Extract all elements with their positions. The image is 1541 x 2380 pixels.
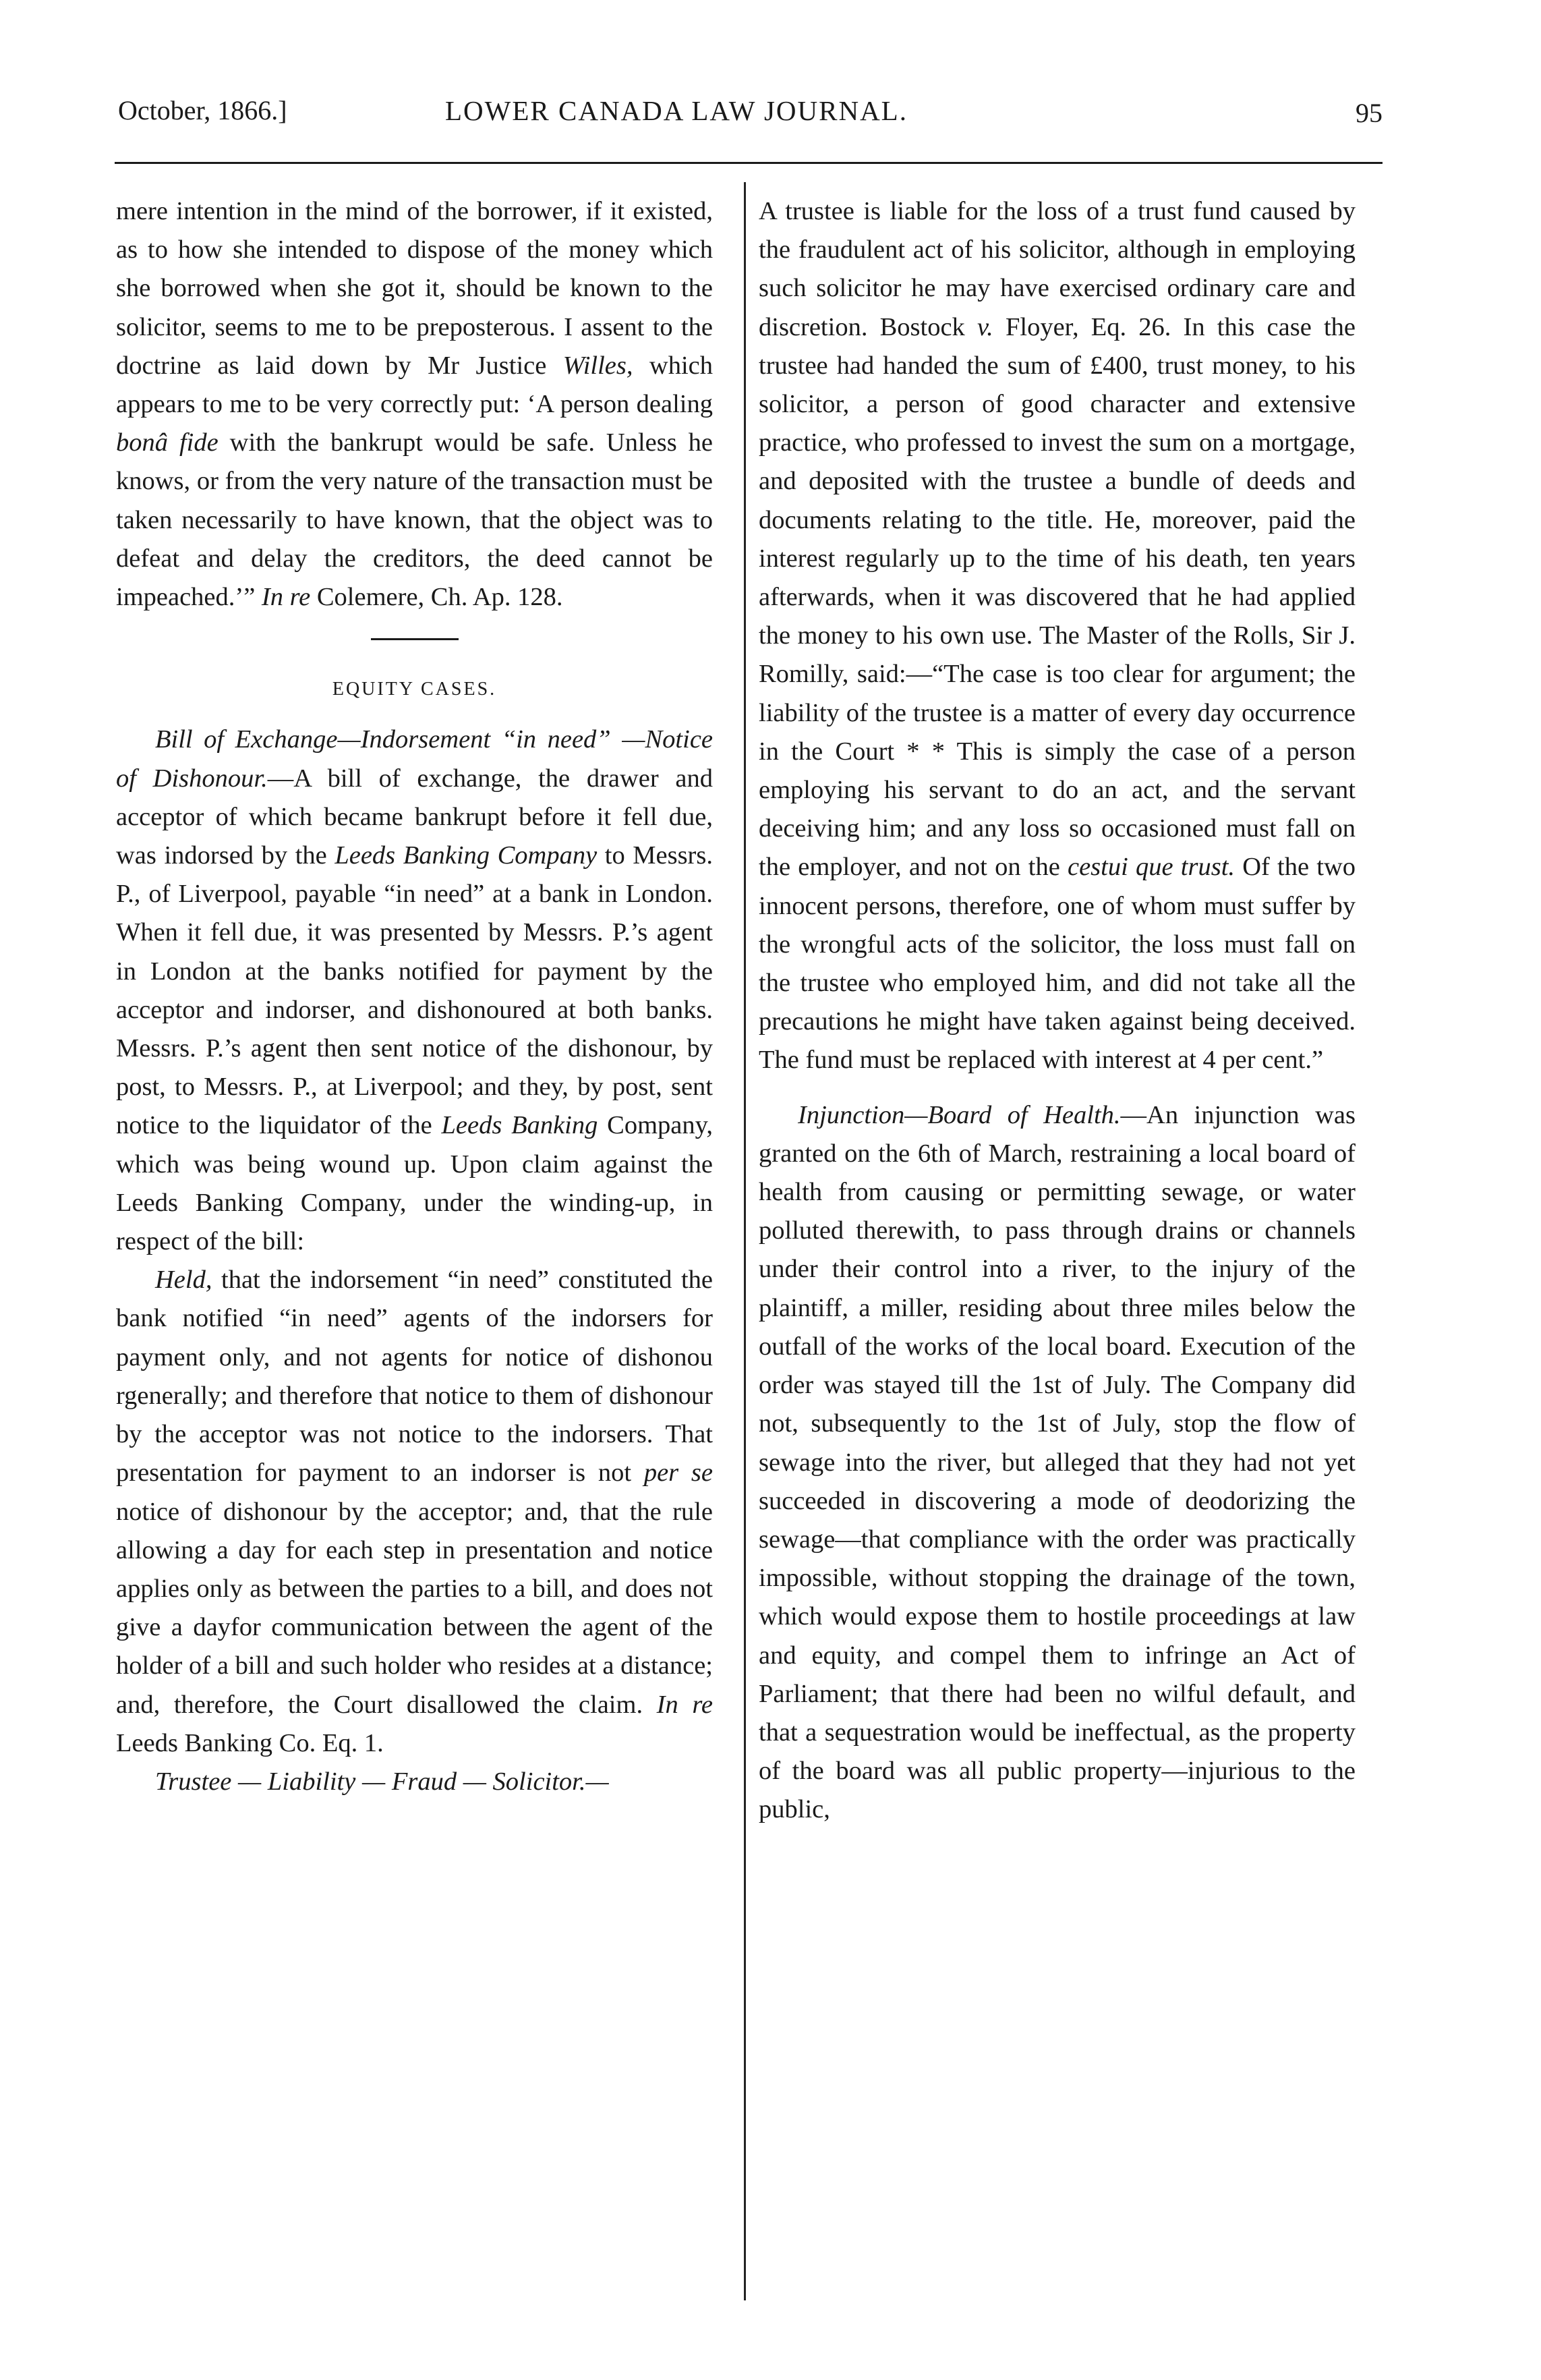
held-paragraph: Held, that the indorsement “in need” constituted the bank notified “in need” agents of the indorsers for payment only, and not agents for notice of dishonou rgenerally; and therefore that notice to them of dishonour by the acceptor was not notice to the indorsers. That presentation for payment to an indorser is not per se notice of dishonour by the acceptor; and, that the rule allowing a day for each step in presentation and notice applies only as between the parties to a bill, and does not give a dayfor communication between the agent of the holder of a bill and such holder who resides at a distance; and, therefore, the Court disallowed the claim. In re Leeds Banking Co. Eq. 1. xyxy=(116,1266,713,1757)
left-paragraph-1: mere intention in the mind of the borrower, if it existed, as to how she intended to dispose of the money which she borrowed when she got it, should be known to the solicitor, seems to me to be preposterous. I assent to the doctrine as laid down by Mr Justice Willes, which appears to me to be very correctly put: ‘A person dealing bonâ fide with the bankrupt would be safe. Unless he knows, or from the very nature of the transaction must be taken necessarily to have known, that the object was to defeat and delay the creditors, the deed cannot be impeached.’” In re Colemere, Ch. Ap. 128. xyxy=(116,197,713,612)
right-column xyxy=(759,192,1356,1830)
section-heading: EQUITY CASES. xyxy=(332,679,497,700)
header-rule xyxy=(115,162,1383,164)
case-title: Bill of Exchange—Indorsement “in need” —Notice of Dishonour. xyxy=(116,725,713,793)
section-separator xyxy=(371,638,459,640)
column-divider xyxy=(744,182,746,2300)
case-injunction: Injunction—Board of Health.—An injunction was granted on the 6th of March, restraining a local board of health from causing or permitting sewage, or water polluted therewith, to pass through drains or channels under their control into a river, to the injury of the plaintiff, a miller, residing about three miles below the outfall of the works of the local board. Execution of the order was stayed till the 1st of July. The Company did not, subsequently to the 1st of July, stop the flow of sewage into the river, but alleged that they had not yet succeeded in discovering a mode of deodorizing the sewage—that compliance with the order was practically impossible, without stopping the drainage of the town, which would expose them to hostile proceedings at law and equity, and compel them to infringe an Act of Parliament; that there had been no wilful default, and that a sequestration would be ineffectual, as the property of the board was all public property—injurious to the public, xyxy=(759,1100,1356,1824)
case-bill-of-exchange: Bill of Exchange—Indorsement “in need” —Notice of Dishonour.—A bill of exchange, the drawer and acceptor of which became bankrupt before it fell due, was indorsed by the Leeds Banking Company to Messrs. P., of Liverpool, payable “in need” at a bank in London. When it fell due, it was presented by Messrs. P.’s agent in London at the banks notified for payment by the acceptor and indorser, and dishonoured at both banks. Messrs. P.’s agent then sent notice of the dishonour, by post, to Messrs. P., at Liverpool; and they, by post, sent notice to the liquidator of the Leeds Banking Company, which was being wound up. Upon claim against the Leeds Banking Company, under the winding-up, in respect of the bill: xyxy=(116,725,714,1256)
left-column xyxy=(116,192,713,1801)
running-header xyxy=(115,94,1383,142)
case-title: Trustee — Liability — Fraud — Solicitor.— xyxy=(155,1767,609,1796)
header-date: October, 1866.] xyxy=(118,95,287,125)
header-page-number: 95 xyxy=(1356,98,1383,128)
right-paragraph-1: A trustee is liable for the loss of a trust fund caused by the fraudulent act of his solicitor, although in employing such solicitor he may have exercised ordinary care and discretion. Bostock v. Floyer, Eq. 26. In this case the trustee had handed the sum of £400, trust money, to his solicitor, a person of good character and extensive practice, who professed to invest the sum on a mortgage, and deposited with the trustee a bundle of deeds and documents relating to the title. He, moreover, paid the interest regularly up to the time of his death, ten years afterwards, when it was discovered that he had applied the money to his own use. The Master of the Rolls, Sir J. Romilly, said:—“The case is too clear for argument; the liability of the trustee is a matter of every day occurrence in the Court * * This is simply the case of a person employing his servant to do an act, and the servant deceiving him; and any loss so occasioned must fall on the employer, and not on the cestui que trust. Of the two innocent persons, therefore, one of whom must suffer by the wrongful acts of the solicitor, the loss must fall on the trustee who employed him, and did not take all the precautions he might have taken against being deceived. The fund must be replaced with interest at 4 per cent.” xyxy=(759,197,1356,1075)
header-journal-title: LOWER CANADA LAW JOURNAL. xyxy=(445,95,908,126)
case-title: Injunction—Board of Health. xyxy=(798,1100,1121,1129)
held-label: Held, xyxy=(155,1266,212,1295)
case-trustee-heading xyxy=(116,1763,713,1801)
